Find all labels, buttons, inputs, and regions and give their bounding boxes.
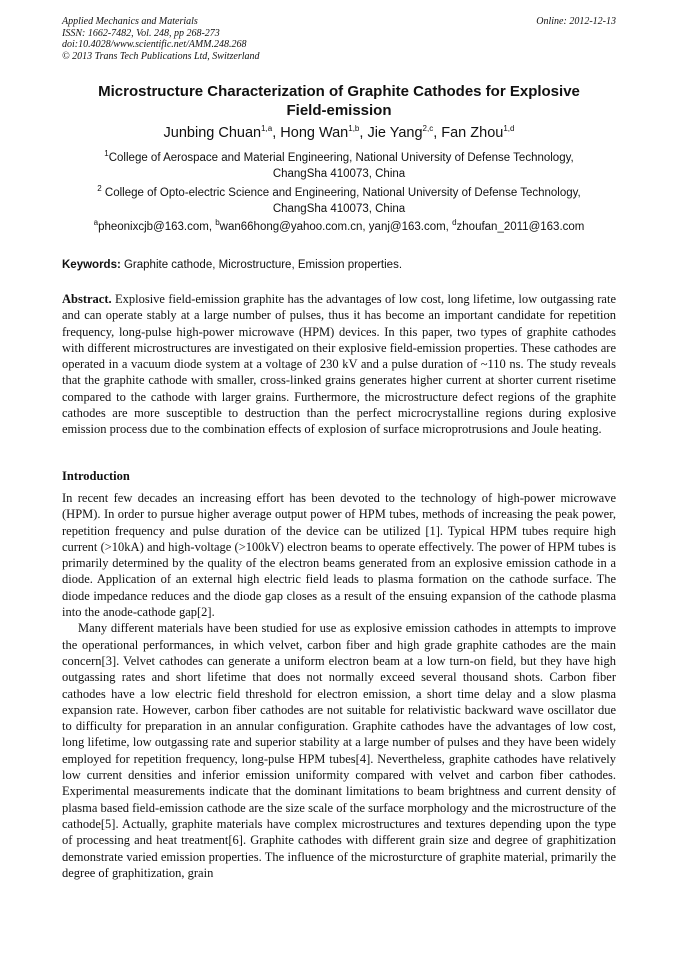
- abstract-label: Abstract.: [62, 292, 112, 306]
- email-text: pheonixcjb@163.com,: [98, 221, 216, 233]
- issn-line: ISSN: 1662-7482, Vol. 248, pp 268-273: [62, 27, 220, 39]
- author-name: Junbing Chuan: [163, 125, 262, 141]
- section-heading-introduction: Introduction: [62, 469, 130, 483]
- email-list: [62, 220, 616, 235]
- affil-line: ChangSha 410073, China: [272, 168, 406, 180]
- title-line-1: Microstructure Characterization of Graphite Cathodes for Explosive: [98, 83, 580, 100]
- email-text: wan66hong@yahoo.com.cn, yanj@163.com,: [219, 221, 453, 233]
- paper-title: [62, 82, 616, 120]
- email-sup: b: [215, 218, 220, 228]
- author-separator: ,: [359, 125, 368, 141]
- email-text: zhoufan_2011@163.com: [456, 221, 585, 233]
- abstract-text: Explosive field-emission graphite has the advantages of low cost, long lifetime, low outgassing rate and can operate stably at a large number of pulses, thus it has become an important candidate for repetition frequency, long-pulse high-power microwave (HPM) devices. In this paper, two types of graphite cathodes with different microstructures are investigated on their explosive field-emission properties. These cathodes are operated in a vacuum diode system at a voltage of 230 kV and a pulse duration of ~110 ns. The study reveals that the graphite cathode with smaller, cross-linked grains generates higher current at shorter current risetime compared to the cathode with larger grains. Furthermore, the microstructure defect regions of the graphite cathodes are more susceptible to destruction than the perfect microcrystalline regions during explosive emission process due to the combination effects of explosion of surface microprotrusions and Joule heating.: [62, 292, 616, 437]
- journal-header: [62, 16, 616, 62]
- affil-sup: 1: [104, 149, 109, 159]
- affil-line: College of Aerospace and Material Engineering, National University of Defense Technology,: [108, 152, 574, 164]
- journal-name: Applied Mechanics and Materials: [62, 16, 198, 27]
- affiliation-2: [62, 185, 616, 217]
- author-list: [62, 124, 616, 142]
- online-date: Online: 2012-12-13: [536, 16, 616, 27]
- author-affil-sup: 1,b: [348, 124, 360, 134]
- affil-sup: 2: [97, 184, 102, 194]
- introduction-body: [62, 490, 616, 881]
- author-name: Hong Wan: [280, 125, 349, 141]
- abstract: [62, 291, 616, 438]
- author-name: Fan Zhou: [441, 125, 504, 141]
- paragraph: In recent few decades an increasing effort has been devoted to the technology of high-power microwave (HPM). In order to pursue higher average output power of HPM tubes, methods of increasing the peak power, repetition frequency and pulse duration of the device can be utilized [1]. Typical HPM tubes require high current (>10kA) and high-voltage (>100kV) electron beams to operate effectively. The power of HPM tubes is primarily determined by the quality of the electron beams generated from an explosive emission cathode in a diode. Application of an external high electric field leads to plasma formation on the cathode surface. The diode impedance reduces and the diode gap closes as a result of the ensuing expansion of the cathode plasma into the anode-cathode gap[2].: [62, 491, 616, 620]
- affil-line: College of Opto-electric Science and Engineering, National University of Defense Technology,: [101, 187, 581, 199]
- email-sup: a: [93, 218, 99, 228]
- keywords: [62, 258, 616, 273]
- doi-line: doi:10.4028/www.scientific.net/AMM.248.268: [62, 39, 247, 50]
- title-line-2: Field-emission: [286, 102, 392, 119]
- email-sup: d: [452, 218, 457, 228]
- author-name: Jie Yang: [367, 125, 423, 141]
- author-separator: ,: [433, 125, 442, 141]
- affil-line: ChangSha 410073, China: [272, 203, 406, 215]
- copyright-line: © 2013 Trans Tech Publications Ltd, Switzerland: [62, 50, 260, 62]
- author-affil-sup: 1,a: [261, 124, 273, 134]
- author-affil-sup: 1,d: [503, 124, 515, 134]
- author-affil-sup: 2,c: [422, 124, 434, 134]
- keywords-text: Graphite cathode, Microstructure, Emission properties.: [120, 259, 403, 271]
- paragraph: Many different materials have been studied for use as explosive emission cathodes in attempts to improve the operational performances, in which velvet, carbon fiber and high grade graphite cathodes are the main concern[3]. Velvet cathodes can generate a uniform electron beam at a low turn-on field, but they have high outgassing rates and short lifetime that does not normally exceed several thousand shots. Carbon fiber cathodes have a low electric field threshold for electron emission, a short time delay and a slow plasma expansion rate. However, carbon fiber cathodes are not suitable for relativistic backward wave oscillator due to difficulty for preparation in an annular configuration. Graphite cathodes have the advantages of low cost, long lifetime, low outgassing rate and superior stability at a large number of pulses and they have been widely employed for repetition frequency, long-pulse HPM tubes[4]. Nevertheless, graphite cathodes have relatively low current densities and inferior emission uniformity compared with velvet and carbon fiber cathodes. Experimental measurements indicate that the dominant limitations to beam brightness and current density of plasma based field-emission cathode are the size scale of the surface morphology and the microstructure of the cathode[5]. Actually, graphite materials have complex microstructures and textures depending upon the type of processing and heat treatment[6]. Graphite cathodes with different grain size and degree of graphitization demonstrate varied emission properties. The influence of the microsturcture of graphite material, primarily the degree of graphitization, grain: [62, 621, 616, 880]
- keywords-label: Keywords:: [62, 259, 121, 271]
- affiliation-1: [62, 150, 616, 182]
- author-separator: ,: [272, 125, 281, 141]
